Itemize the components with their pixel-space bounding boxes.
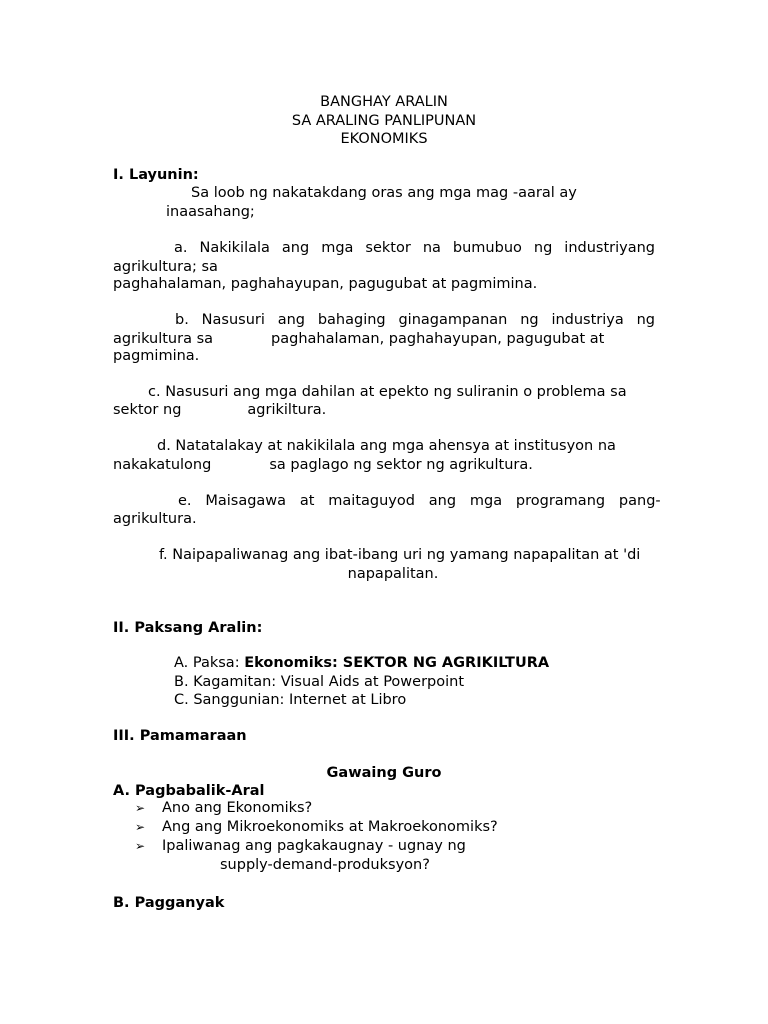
pagbabalik-aral-heading: A. Pagbabalik-Aral — [113, 783, 265, 799]
list-item — [135, 799, 555, 818]
document-title — [113, 93, 655, 149]
paksa-label: A. Paksa: — [174, 655, 245, 671]
objective-a — [113, 239, 655, 276]
title-line-3: EKONOMIKS — [340, 131, 428, 147]
arrow-bullet-icon: ➢ — [135, 801, 146, 815]
objective-f-line-2: napapalitan. — [347, 566, 439, 582]
list-item-text: Ipaliwanag ang pagkakaugnay - ugnay ng — [162, 838, 466, 854]
kagamitan-line: B. Kagamitan: Visual Aids at Powerpoint — [174, 674, 465, 690]
section-layunin-heading: I. Layunin: — [113, 167, 199, 183]
objective-b-text: b. Nasusuri ang bahaging ginagampanan ng industriya ng agrikultura sa — [113, 312, 655, 347]
objective-c-line-2b: agrikiltura. — [247, 402, 327, 418]
arrow-bullet-icon: ➢ — [135, 839, 146, 853]
objective-b-line-2: pagmimina. — [113, 348, 200, 364]
objective-d-line-2a: nakakatulong — [113, 457, 212, 473]
objective-e-line-1: e. Maisagawa at maitaguyod ang mga programang pang- — [178, 493, 661, 509]
sanggunian-line: C. Sanggunian: Internet at Libro — [174, 692, 407, 708]
layunin-intro-line-1: Sa loob ng nakatakdang oras ang mga mag -aaral ay — [191, 185, 577, 201]
section-pamamaraan-heading: III. Pamamaraan — [113, 728, 247, 744]
list-item — [135, 837, 555, 875]
objective-b-tail: paghahalaman, paghahayupan, pagugubat at — [271, 330, 605, 347]
list-item — [135, 818, 555, 837]
layunin-intro-line-2: inaasahang; — [166, 204, 255, 220]
objective-b — [113, 311, 655, 348]
gawaing-guro-heading: Gawaing Guro — [326, 765, 442, 781]
section-paksang-aralin-heading: II. Paksang Aralin: — [113, 620, 263, 636]
objective-a-text: a. Nakikilala ang mga sektor na bumubuo ng industriyang agrikultura; sa — [113, 240, 655, 275]
objective-c-line-2a: sektor ng — [113, 402, 182, 418]
objective-f-line-1: f. Naipapaliwanag ang ibat-ibang uri ng yamang napapalitan at 'di — [159, 547, 641, 563]
title-line-2: SA ARALING PANLIPUNAN — [291, 112, 477, 129]
pagganyak-heading: B. Pagganyak — [113, 895, 225, 911]
list-item-text: Ang ang Mikroekonomiks at Makroekonomiks? — [162, 819, 498, 835]
objective-c-line-2 — [113, 401, 326, 420]
objective-c-line-1: c. Nasusuri ang mga dahilan at epekto ng suliranin o problema sa — [148, 384, 627, 400]
list-item-continuation: supply-demand-produksyon? — [220, 856, 430, 873]
arrow-bullet-icon: ➢ — [135, 820, 146, 834]
objective-d-line-2 — [113, 456, 533, 475]
paksa-value: Ekonomiks: SEKTOR NG AGRIKILTURA — [244, 655, 550, 671]
objective-d-line-1: d. Natatalakay at nakikilala ang mga ahensya at institusyon na — [157, 438, 616, 454]
list-item-text: Ano ang Ekonomiks? — [162, 800, 313, 816]
title-line-1: BANGHAY ARALIN — [320, 94, 448, 110]
objective-a-line-2: paghahalaman, paghahayupan, pagugubat at pagmimina. — [113, 276, 538, 292]
review-questions-list — [135, 799, 555, 875]
paksa-line — [174, 654, 549, 673]
objective-d-line-2b: sa paglago ng sektor ng agrikultura. — [269, 457, 533, 473]
objective-e-line-2: agrikultura. — [113, 511, 197, 527]
